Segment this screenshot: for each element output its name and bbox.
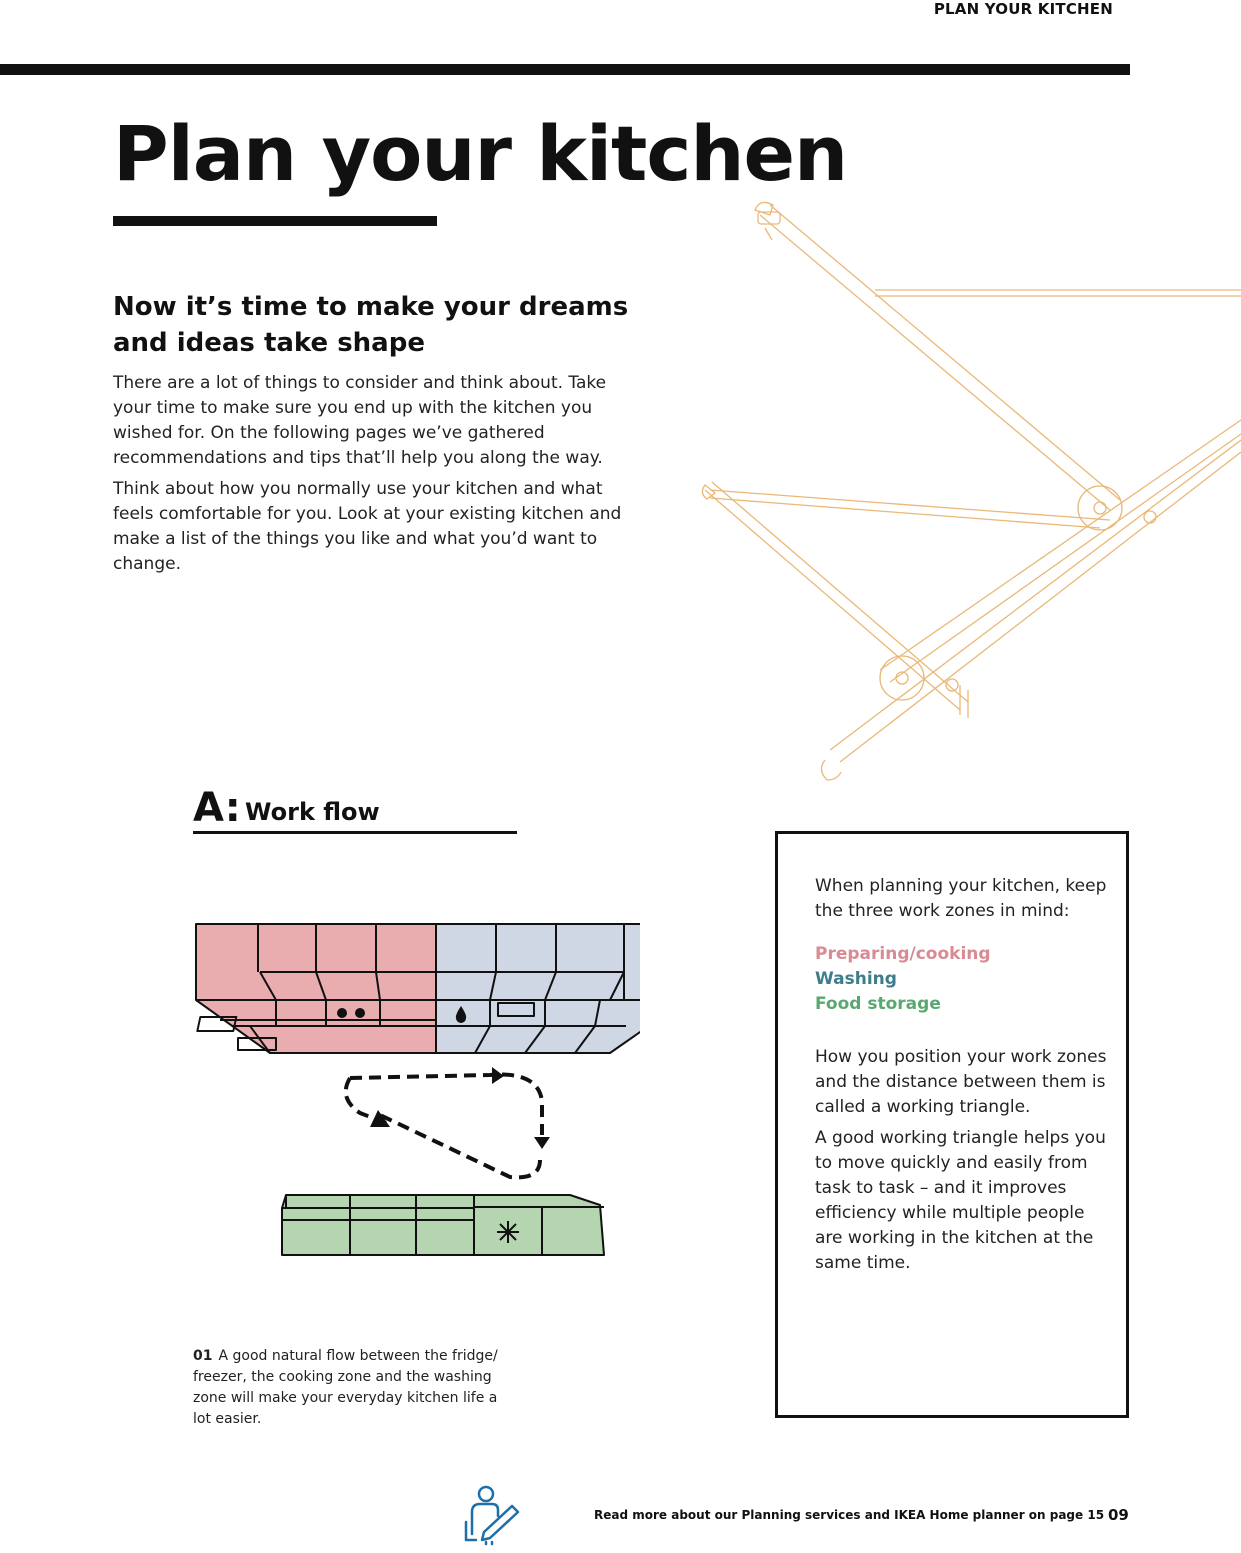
- drying-rack-illustration: [690, 190, 1241, 790]
- cooking-zone-units: [196, 924, 436, 1053]
- planner-person-icon: [462, 1484, 522, 1546]
- info-box: [775, 831, 1129, 1418]
- storage-zone-units: [282, 1195, 604, 1255]
- section-header-label: PLAN YOUR KITCHEN: [933, 0, 1113, 18]
- info-paragraph-2: How you position your work zones and the distance between them is called a working triangle.: [815, 1047, 1107, 1117]
- page-title: Plan your kitchen: [113, 109, 848, 198]
- kitchen-workflow-illustration: [190, 915, 640, 1275]
- zone-preparing-cooking: Preparing/cooking: [815, 944, 991, 964]
- caption-number: 01: [193, 1348, 213, 1364]
- footer-note: Read more about our Planning services and IKEA Home planner on page 15: [594, 1508, 1105, 1522]
- intro-paragraph-1: There are a lot of things to consider and think about. Take your time to make sure you end up with the kitchen you wished for. On the following pages we’ve gathered recommendations and tips that’ll help you along the way.: [113, 373, 607, 468]
- section-rule: [193, 831, 517, 834]
- page-subheading: Now it’s time to make your dreams and ideas take shape: [113, 292, 629, 358]
- page-number: 09: [1108, 1506, 1129, 1524]
- rack-cross-bar: [821, 420, 1241, 780]
- washing-zone-units: [436, 924, 640, 1053]
- rack-bar-top: [875, 290, 1241, 296]
- zone-list: [815, 942, 1110, 1017]
- zone-washing: Washing: [815, 969, 897, 989]
- zone-food-storage: Food storage: [815, 994, 941, 1014]
- section-title: Work flow: [245, 798, 380, 826]
- caption-text: A good natural flow between the fridge/ freezer, the cooking zone and the washing zone will make your everyday kitchen life a lot easier.: [193, 1348, 498, 1427]
- section-letter: A:: [193, 785, 241, 831]
- top-rule: [0, 64, 1130, 75]
- rack-arm-upper: [755, 202, 1120, 510]
- figure-caption: [193, 1346, 503, 1430]
- title-underline: [113, 216, 437, 226]
- snowflake-icon: [497, 1221, 519, 1243]
- intro-paragraph-2: Think about how you normally use your kitchen and what feels comfortable for you. Look at your existing kitchen and make a list of the things you like and what you’d want to change.: [113, 479, 622, 574]
- info-intro: When planning your kitchen, keep the three work zones in mind:: [815, 876, 1107, 921]
- info-paragraph-3: A good working triangle helps you to move quickly and easily from task to task – and it improves efficiency while multiple people are working in the kitchen at the same time.: [815, 1128, 1106, 1273]
